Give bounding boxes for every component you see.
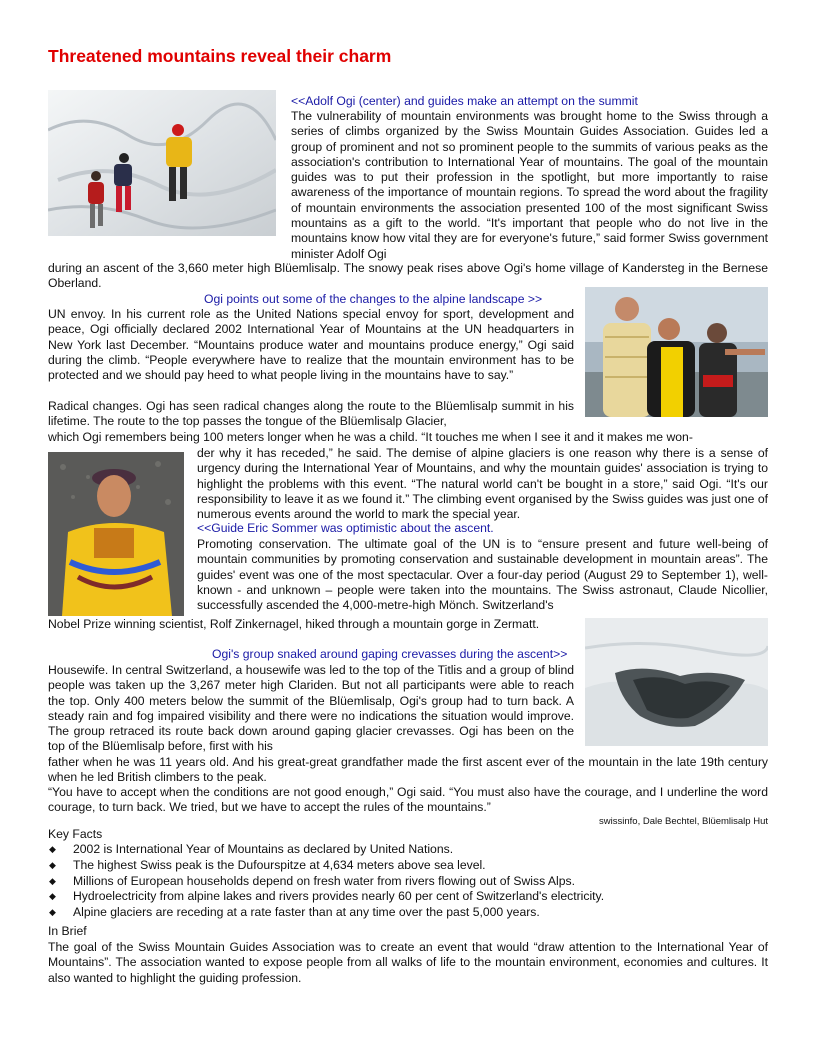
caption-crevasses: Ogi's group snaked around gaping crevasses during the ascent>> bbox=[212, 647, 568, 661]
photo-climbers-on-glacier bbox=[48, 90, 276, 236]
bullet-icon: ◆ bbox=[49, 875, 56, 886]
caption-ogi-points-out-changes: Ogi points out some of the changes to the alpine landscape >> bbox=[204, 292, 543, 306]
key-fact-item: ◆ Hydroelectricity from alpine lakes and rivers provides nearly 60 per cent of Switzerland's electricity. bbox=[49, 889, 605, 904]
paragraph-radical-changes-continued: which Ogi remembers being 100 meters longer when he was a child. “It touches me when I see it and it makes me won- bbox=[48, 430, 693, 444]
paragraph-nobel-scientist: Nobel Prize winning scientist, Rolf Zinkernagel, hiked through a mountain gorge in Zermatt. bbox=[48, 617, 540, 631]
key-fact-item: ◆ 2002 is International Year of Mountains as declared by United Nations. bbox=[49, 842, 454, 856]
paragraph-housewife: Housewife. In central Switzerland, a housewife was led to the top of the Titlis and a group of blind people was taken up the 3,267 meter high Clariden. But not all participants were able to reach the top. Only 400 meters below the summit of the Blüemlisalp, Ogi's group had to turn back. A steady rain and fog impaired visibility and there were no indications the situation would improve. The group retraced its route back down around gaping glacier crevasses. Ogi has been on the top of the Blüemlisalp before, first with his bbox=[48, 663, 574, 754]
in-brief-paragraph: The goal of the Swiss Mountain Guides Association was to create an event that would “draw attention to the International Year of Mountains”. The association wanted to expose people from all walks of life to the mountain environment, economies and cultures. It also wanted to highlight the guiding profession. bbox=[48, 940, 768, 985]
paragraph-glacier-demise: der why it has receded,” he said. The demise of alpine glaciers is one reason why there is a sense of urgency during the International Year of Mountains, and why the mountain guides' association is trying to highlight the problems with this event. “The natural world can't be bought in a store,” said Ogi. “It's our responsibility to leave it as we found it.” The climbing event organised by the Swiss guides was just one of numerous events around the world to mark the special year. bbox=[197, 446, 768, 522]
key-fact-item: ◆ Millions of European households depend on fresh water from rivers flowing out of Swiss Alps. bbox=[49, 873, 575, 888]
photo-ogi-pointing bbox=[585, 287, 768, 417]
paragraph-intro-continued: during an ascent of the 3,660 meter high Blüemlisalp. The snowy peak rises above Ogi's home village of Kandersteg in the Bernese Oberland. bbox=[48, 261, 768, 291]
in-brief-heading: In Brief bbox=[48, 924, 87, 938]
article-title: Threatened mountains reveal their charm bbox=[48, 46, 392, 66]
paragraph-un-envoy: UN envoy. In his current role as the United Nations special envoy for sport, development and peace, Ogi officially declared 2002 International Year of Mountains at the UN headquarters in New York last December. “Mountains produce water and mountains produce energy,” Ogi said during the climb. “People everywhere have to realize that the mountain environment has to be protected and we should pay heed to what people living in the mountains have to say.” bbox=[48, 307, 574, 383]
paragraph-radical-changes: Radical changes. Ogi has seen radical changes along the route to the Blüemlisalp summit in his lifetime. The route to the top passes the tongue of the Blüemlisalp Glacier, bbox=[48, 399, 574, 429]
key-fact-item: ◆ Alpine glaciers are receding at a rate faster than at any time over the past 5,000 years. bbox=[49, 905, 540, 920]
key-facts-heading: Key Facts bbox=[48, 827, 103, 841]
key-facts-list bbox=[48, 842, 604, 921]
paragraph-great-grandfather: father when he was 11 years old. And his great-great grandfather made the first ascent ever of the mountain in the late 19th century when he led British climbers to the peak. bbox=[48, 755, 768, 785]
paragraph-ogi-quote: “You have to accept when the conditions are not good enough,” Ogi said. “You must also have the courage, and I underline the word courage, to turn back. We tried, but we have to accept the rules of the mountains.” bbox=[48, 785, 768, 815]
paragraph-intro: The vulnerability of mountain environments was brought home to the Swiss through a series of climbs organized by the Swiss Mountain Guides Association. Guides led a group of prominent and not so prominent people to the summits of various peaks as the association's contribution to International Year of mountains. The goal of the mountain guides was to put their profession in the spotlight, but more importantly to raise awareness of the importance of mountain regions. To spread the word about the fragility of mountain environments the association presented 100 of the most significant Swiss mountains as a gift to the world. “It's important that people who do not live in the mountains know how vital they are for everyone's future,” said former Swiss government minister Adolf Ogi bbox=[291, 109, 768, 261]
caption-ogi-summit-attempt: <<Adolf Ogi (center) and guides make an attempt on the summit bbox=[291, 94, 638, 108]
bullet-icon: ◆ bbox=[49, 844, 56, 854]
key-fact-item: ◆ The highest Swiss peak is the Dufourspitze at 4,634 meters above sea level. bbox=[49, 857, 486, 872]
photo-guide-eric-sommer bbox=[48, 452, 184, 616]
bullet-icon: ◆ bbox=[49, 859, 56, 870]
paragraph-promoting-conservation: Promoting conservation. The ultimate goal of the UN is to “ensure present and future well-being of mountain communities by promoting conservation and sustainable development in mountain areas”. The guides' event was one of the most spectacular. Over a four-day period (August 29 to September 1), well-known - and unknown – people were taken into the mountains. The Swiss astronaut, Claude Nicollier, successfully ascended the 4,000-metre-high Mönch. Switzerland's bbox=[197, 537, 768, 613]
bullet-icon: ◆ bbox=[49, 907, 56, 918]
source-credit: swissinfo, Dale Bechtel, Blüemlisalp Hut bbox=[599, 816, 768, 827]
photo-crevasses bbox=[585, 618, 768, 746]
bullet-icon: ◆ bbox=[49, 891, 56, 902]
caption-guide-optimistic: <<Guide Eric Sommer was optimistic about the ascent. bbox=[197, 521, 494, 535]
